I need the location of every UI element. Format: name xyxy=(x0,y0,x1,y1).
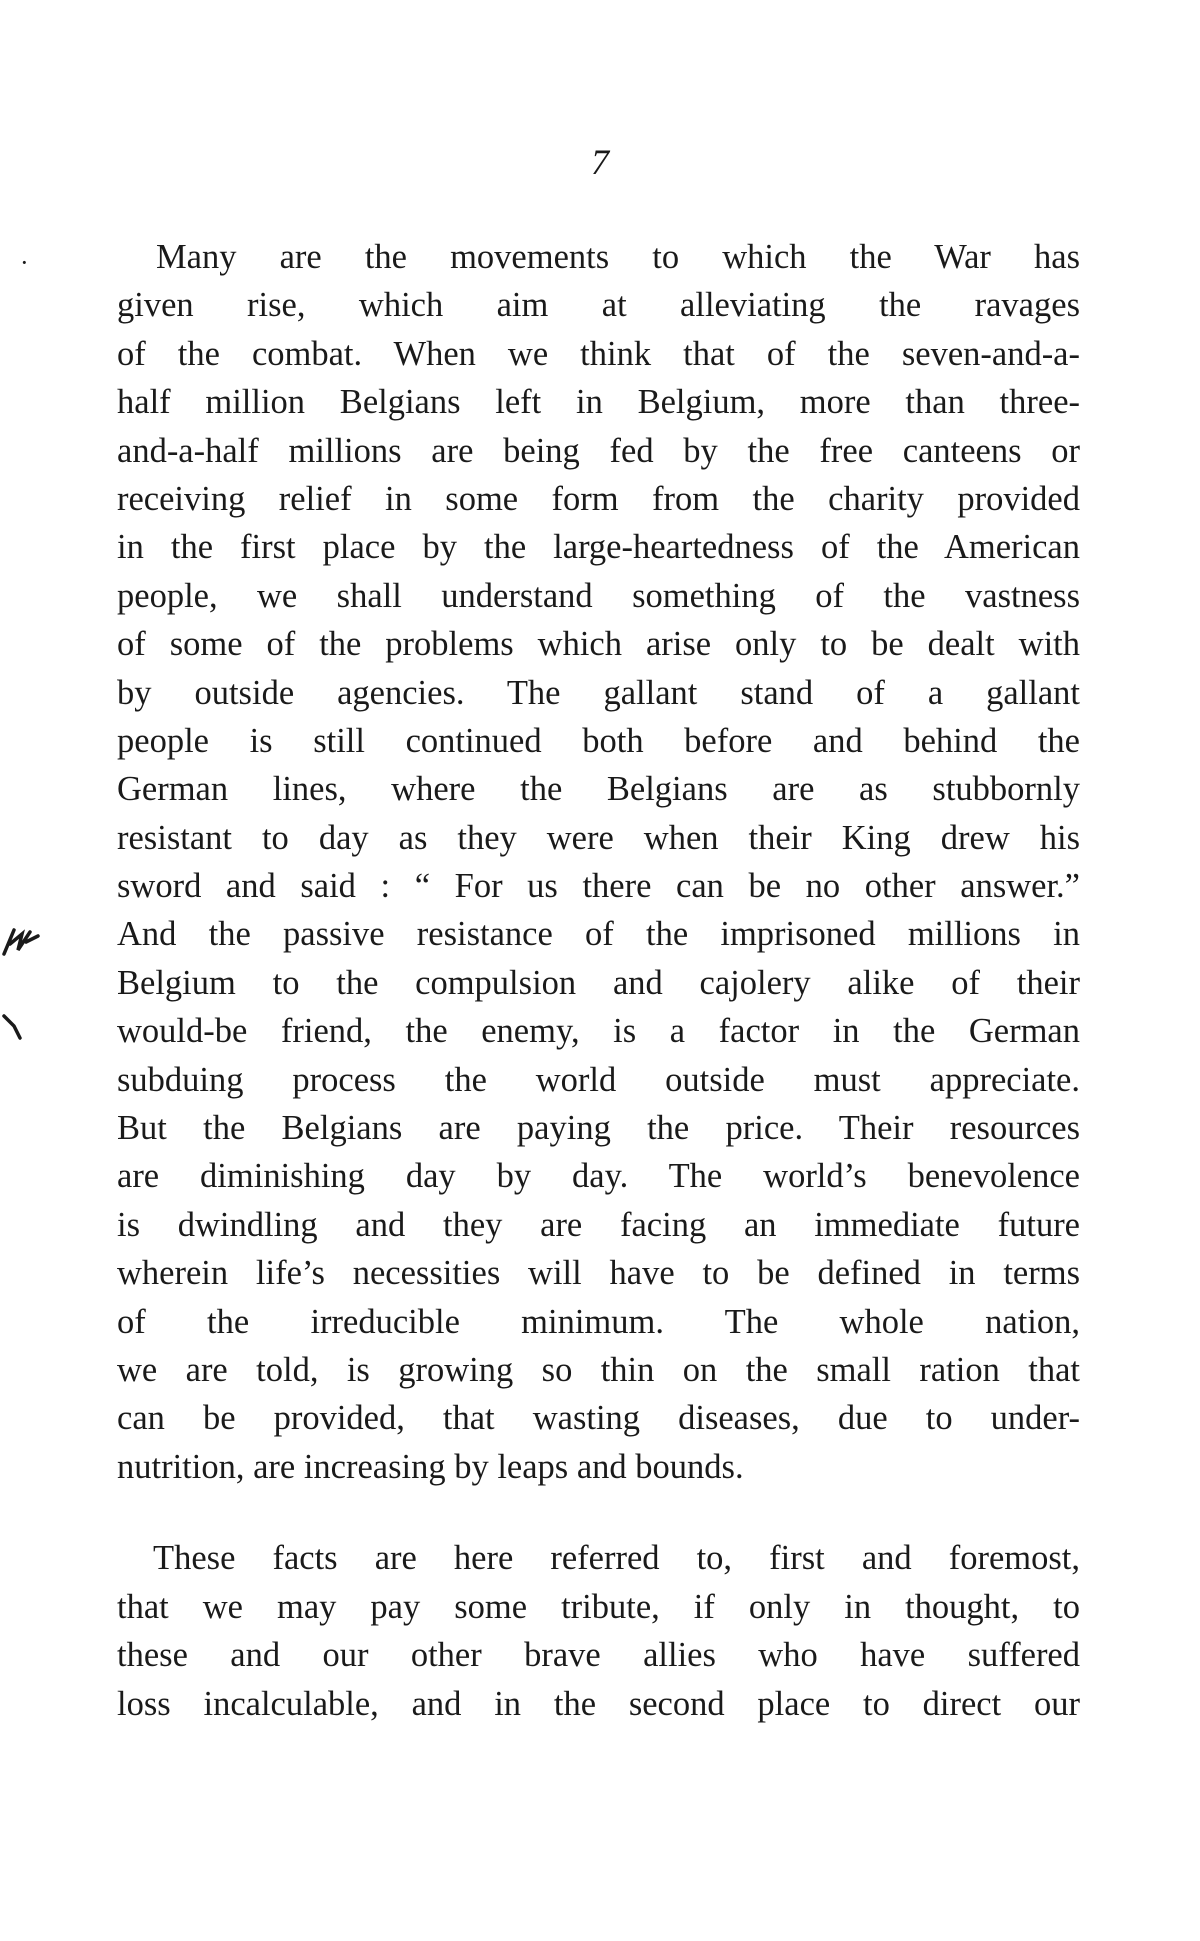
paragraph-line: Belgium to the compulsion and cajolery alike of their xyxy=(117,963,1080,1002)
paragraph-line: loss incalculable, and in the second place to direct our xyxy=(117,1684,1080,1723)
paragraph-1 xyxy=(117,233,1080,1491)
paragraph-line: But the Belgians are paying the price. Their resources xyxy=(117,1109,1080,1148)
paragraph-line: of the irreducible minimum. The whole nation, xyxy=(117,1302,1080,1341)
margin-scribble-mark xyxy=(0,920,40,960)
paragraph-line: and-a-half millions are being fed by the free canteens or xyxy=(117,431,1080,470)
paragraph-2 xyxy=(117,1534,1080,1728)
paragraph-line: these and our other brave allies who have suffered xyxy=(117,1636,1080,1675)
page-number: 7 xyxy=(591,142,609,182)
paragraph-line: is dwindling and they are facing an immediate future xyxy=(117,1205,1080,1244)
paragraph-line: half million Belgians left in Belgium, more than three- xyxy=(117,383,1080,422)
paragraph-line: subduing process the world outside must appreciate. xyxy=(117,1060,1080,1099)
paragraph-line: by outside agencies. The gallant stand of a gallant xyxy=(117,673,1080,712)
paragraph-line: nutrition, are increasing by leaps and bounds. xyxy=(117,1447,744,1486)
paragraph-line: of some of the problems which arise only to be dealt with xyxy=(117,625,1080,664)
margin-hook-mark xyxy=(2,1012,24,1042)
paragraph-line: people, we shall understand something of the vastness xyxy=(117,576,1080,615)
paragraph-line: And the passive resistance of the imprisoned millions in xyxy=(117,915,1080,954)
paragraph-line: we are told, is growing so thin on the small ration that xyxy=(117,1350,1080,1389)
margin-dot-mark: · xyxy=(20,248,29,277)
paragraph-line: wherein life’s necessities will have to be defined in terms xyxy=(117,1254,1080,1293)
paragraph-line: Many are the movements to which the War has xyxy=(156,238,1080,276)
paragraph-line: German lines, where the Belgians are as stubbornly xyxy=(117,770,1080,809)
paragraph-line: would-be friend, the enemy, is a factor in the German xyxy=(117,1012,1080,1051)
paragraph-line: people is still continued both before and behind the xyxy=(117,721,1080,760)
paragraph-line: sword and said : “ For us there can be no other answer.” xyxy=(117,867,1080,906)
paragraph-line: are diminishing day by day. The world’s benevolence xyxy=(117,1157,1080,1196)
paragraph-line: given rise, which aim at alleviating the ravages xyxy=(117,286,1080,325)
paragraph-line: These facts are here referred to, first and foremost, xyxy=(153,1539,1080,1577)
paragraph-line: receiving relief in some form from the charity provided xyxy=(117,479,1080,518)
paragraph-line: resistant to day as they were when their King drew his xyxy=(117,818,1080,857)
paragraph-line: of the combat. When we think that of the seven-and-a- xyxy=(117,334,1080,373)
paragraph-line: that we may pay some tribute, if only in thought, to xyxy=(117,1587,1080,1626)
paragraph-line: in the first place by the large-heartedness of the American xyxy=(117,528,1080,567)
paragraph-line: can be provided, that wasting diseases, due to under- xyxy=(117,1399,1080,1438)
